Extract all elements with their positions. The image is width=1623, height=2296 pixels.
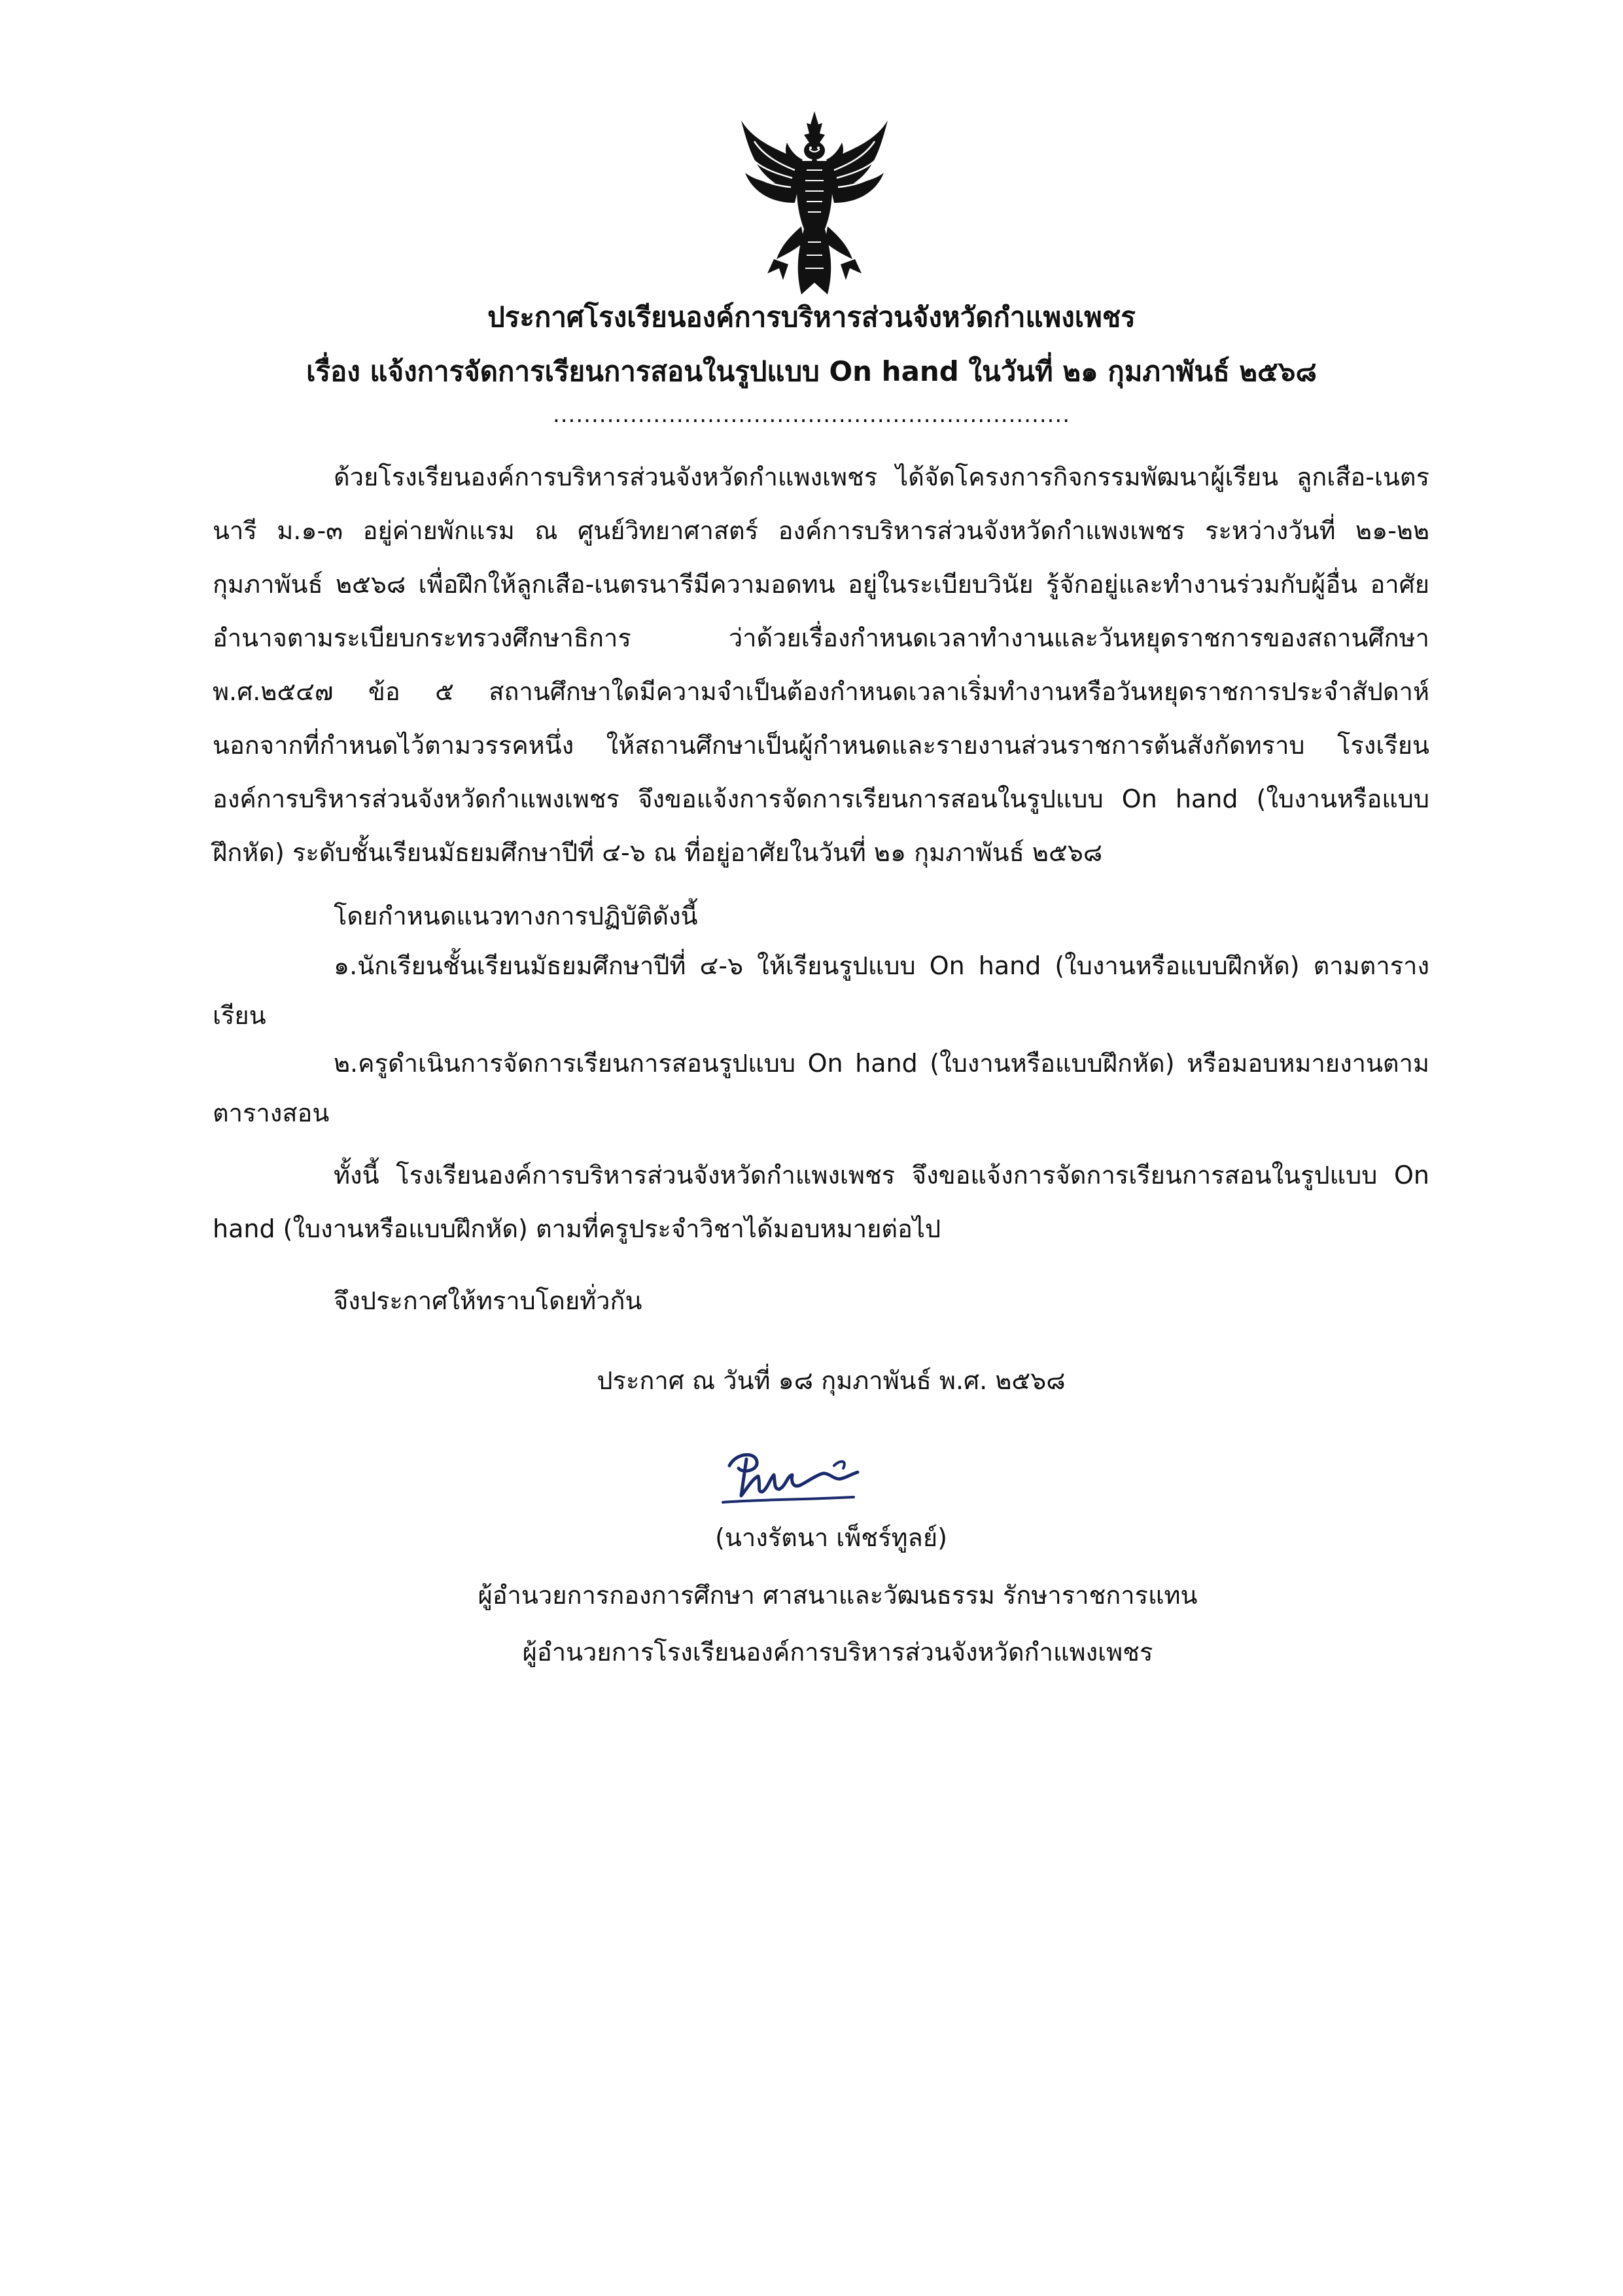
paragraph-guidelines-heading: โดยกำหนดแนวทางการปฏิบัติดังนี้ xyxy=(334,902,698,930)
paragraph-closing: จึงประกาศให้ทราบโดยทั่วกัน xyxy=(334,1286,642,1315)
announcement-title: ประกาศโรงเรียนองค์การบริหารส่วนจังหวัดกำแพงเพชร xyxy=(487,301,1136,333)
paragraph-conclusion: ทั้งนี้ โรงเรียนองค์การบริหารส่วนจังหวัดกำแพงเพชร จึงขอแจ้งการจัดการเรียนการสอนในรูปแบบ On hand (ใบงานหรือแบบฝึกหัด) ตามที่ครูประจำวิชาได้มอบหมายต่อไป xyxy=(213,1161,1429,1243)
guideline-item-1: ๑.นักเรียนชั้นเรียนมัธยมศึกษาปีที่ ๔-๖ ให้เรียนรูปแบบ On hand (ใบงานหรือแบบฝึกหัด) ตามตารางเรียน xyxy=(213,951,1429,1030)
garuda-emblem-icon xyxy=(736,105,893,301)
title-separator: ................................................................... xyxy=(552,402,1071,428)
paragraph-intro: ด้วยโรงเรียนองค์การบริหารส่วนจังหวัดกำแพงเพชร ได้จัดโครงการกิจกรรมพัฒนาผู้เรียน ลูกเสือ-เนตรนารี ม.๑-๓ อยู่ค่ายพักแรม ณ ศูนย์วิทยาศาสตร์ องค์การบริหารส่วนจังหวัดกำแพงเพชร ระหว่างวันที่ ๒๑-๒๒ กุมภาพันธ์ ๒๕๖๘ เพื่อฝึกให้ลูกเสือ-เนตรนารีมีความอดทน อยู่ในระเบียบวินัย รู้จักอยู่และทำงานร่วมกับผู้อื่น อาศัยอำนาจตามระเบียบกระทรวงศึกษาธิการ ว่าด้วยเรื่องกำหนดเวลาทำงานและวันหยุดราชการของสถานศึกษา พ.ศ.๒๕๔๗ ข้อ ๕ สถานศึกษาใดมีความจำเป็นต้องกำหนดเวลาเริ่มทำงานหรือวันหยุดราชการประจำสัปดาห์นอกจากที่กำหนดไว้ตามวรรคหนึ่ง ให้สถานศึกษาเป็นผู้กำหนดและรายงานส่วนราชการต้นสังกัดทราบ โรงเรียนองค์การบริหารส่วนจังหวัดกำแพงเพชร จึงขอแจ้งการจัดการเรียนการสอนในรูปแบบ On hand (ใบงานหรือแบบฝึกหัด) ระดับชั้นเรียนมัธยมศึกษาปีที่ ๔-๖ ณ ที่อยู่อาศัยในวันที่ ๒๑ กุมภาพันธ์ ๒๕๖๘ xyxy=(213,463,1429,867)
handwritten-signature-icon xyxy=(710,1439,867,1511)
signer-position-acting: ผู้อำนวยการกองการศึกษา ศาสนาและวัฒนธรรม รักษาราชการแทน xyxy=(478,1581,1198,1610)
signer-name: (นางรัตนา เพ็ชร์ทูลย์) xyxy=(715,1523,947,1552)
guideline-item-2: ๒.ครูดำเนินการจัดการเรียนการสอนรูปแบบ On hand (ใบงานหรือแบบฝึกหัด) หรือมอบหมายงานตามตารางสอน xyxy=(213,1049,1429,1127)
announcement-subject: เรื่อง แจ้งการจัดการเรียนการสอนในรูปแบบ On hand ในวันที่ ๒๑ กุมภาพันธ์ ๒๕๖๘ xyxy=(306,355,1317,387)
announcement-date: ประกาศ ณ วันที่ ๑๘ กุมภาพันธ์ พ.ศ. ๒๕๖๘ xyxy=(597,1366,1066,1395)
signer-position-director: ผู้อำนวยการโรงเรียนองค์การบริหารส่วนจังหวัดกำแพงเพชร xyxy=(522,1638,1153,1667)
